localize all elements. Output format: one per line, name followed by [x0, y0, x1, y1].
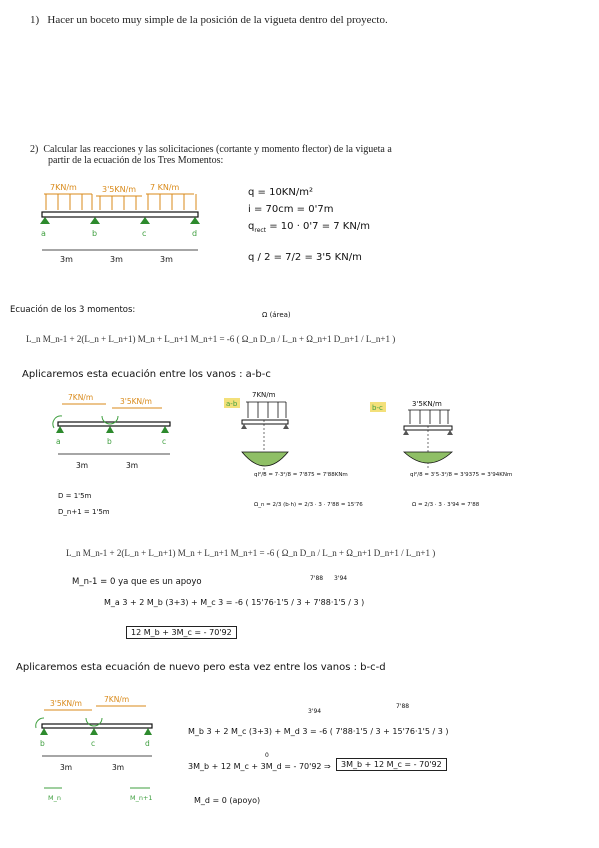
beam1-support-a: a: [41, 229, 46, 238]
note-dn1: D_n+1 = 1'5m: [58, 508, 110, 516]
beam1-span-1: 3m: [60, 255, 73, 264]
beam1-support-c: c: [142, 229, 147, 238]
sub2-mark-1: 3'94: [308, 708, 322, 715]
beam2-load-2: 3'5KN/m: [120, 397, 152, 406]
arrow: ⇒: [324, 762, 331, 771]
beam1-support-b: b: [92, 229, 98, 238]
heading-three-moments: Ecuación de los 3 momentos:: [10, 305, 136, 315]
span-ab-calc: ql²/8 = 7·3²/8 = 7'875 = 7'88KNm: [254, 472, 348, 478]
span-ab-diagram: [222, 392, 362, 480]
result-2-box: 3M_b + 12 M_c = - 70'92: [336, 758, 447, 771]
beam2-span-2: 3m: [126, 461, 139, 470]
distance-notes: [58, 488, 110, 520]
apply-bcd-text: Aplicaremos esta ecuación de nuevo pero esta vez entre los vanos : b-c-d: [16, 662, 386, 673]
beam3-bottom-1: M_n: [48, 794, 61, 802]
span-ab-load: 7KN/m: [252, 392, 276, 399]
beam2-span-1: 3m: [76, 461, 89, 470]
beam1-load-3: 7 KN/m: [150, 183, 180, 192]
beam3-bottom-2: M_n+1: [130, 794, 153, 802]
substitution-2: M_b 3 + 2 M_c (3+3) + M_d 3 = -6 ( 7'88·1'5 / 3 + 15'76·1'5 / 3 ): [188, 727, 449, 736]
given-q-rect: $q_{rect} = 10 \cdot 0'7 = 7$ KN/m: [248, 221, 370, 234]
beam2-support-c: c: [162, 437, 167, 446]
note-d: D = 1'5m: [58, 492, 92, 500]
three-moment-equation: L_n M_n-1 + 2(L_n + L_n+1) M_n + L_n+1 M_n+1 = -6 ( Ω_n D_n / L_n + Ω_n+1 D_n+1 / L_n+1 ): [26, 334, 396, 344]
omega-note: Ω (área): [262, 311, 291, 319]
sub1-mark-1: 7'88: [310, 575, 324, 582]
span-bc-tag: b-c: [372, 404, 383, 412]
question-1-text: Hacer un boceto muy simple de la posición de la vigueta dentro del proyecto.: [47, 14, 388, 26]
given-q: q = 10KN/m²: [248, 187, 313, 198]
span-bc-calc: ql²/8 = 3'5·3²/8 = 3'9375 = 3'94KNm: [410, 472, 513, 478]
question-2: [30, 144, 590, 166]
question-2-line-2: partir de la ecuación de los Tres Momentos:: [48, 155, 224, 166]
expanded-line: 3M_b + 12 M_c + 3M_d = - 70'92: [188, 762, 322, 771]
given-half-load: q / 2 = 7/2 = 3'5 KN/m: [248, 252, 362, 263]
beam1-load-1: 7KN/m: [50, 183, 77, 192]
beam1-span-2: 3m: [110, 255, 123, 264]
span-bc-load: 3'5KN/m: [412, 400, 442, 408]
beam1-span-3: 3m: [160, 255, 173, 264]
beam3-support-b: b: [40, 739, 45, 748]
sub2-mark-2: 7'88: [396, 703, 410, 710]
beam-diagram-2: [50, 392, 180, 478]
question-1: [30, 14, 388, 26]
beam2-support-a: a: [56, 437, 61, 446]
beam2-support-b: b: [107, 437, 112, 446]
beam3-load-1: 3'5KN/m: [50, 699, 82, 708]
beam2-load-1: 7KN/m: [68, 393, 94, 402]
beam-diagram-3: [34, 690, 164, 808]
beam3-span-2: 3m: [112, 763, 125, 772]
md-note: M_d = 0 (apoyo): [194, 796, 261, 805]
beam3-support-d: d: [145, 739, 150, 748]
three-moment-equation-repeat: L_n M_n-1 + 2(L_n + L_n+1) M_n + L_n+1 M_n+1 = -6 ( Ω_n D_n / L_n + Ω_n+1 D_n+1 / L_n+1 ): [66, 548, 436, 558]
mn1-note: M_n-1 = 0 ya que es un apoyo: [72, 577, 202, 587]
given-i: i = 70cm = 0'7m: [248, 204, 334, 215]
question-1-number: 1): [30, 14, 40, 26]
omega-bc: Ω = 2/3 · 3 · 3'94 = 7'88: [412, 502, 480, 508]
givens-block: [248, 184, 370, 266]
apply-abc-text: Aplicaremos esta ecuación entre los vanos : a-b-c: [22, 369, 271, 380]
question-2-number: 2): [30, 144, 39, 155]
zero-mark: 0: [265, 752, 269, 759]
beam-diagram-1: [30, 178, 220, 268]
question-2-line-1: Calcular las reacciones y las solicitaciones (cortante y momento flector) de la vigueta a: [43, 144, 392, 155]
sub1-mark-2: 3'94: [334, 575, 348, 582]
result-1-box: 12 M_b + 3M_c = - 70'92: [126, 626, 237, 639]
beam3-span-1: 3m: [60, 763, 73, 772]
substitution-1: M_a 3 + 2 M_b (3+3) + M_c 3 = -6 ( 15'76·1'5 / 3 + 7'88·1'5 / 3 ): [104, 598, 365, 607]
span-ab-tag: a-b: [226, 400, 238, 408]
omega-ab: Ω_n = 2/3 (b·h) = 2/3 · 3 · 7'88 = 15'76: [254, 502, 363, 508]
beam3-support-c: c: [91, 739, 96, 748]
beam1-support-d: d: [192, 229, 198, 238]
beam3-load-2: 7KN/m: [104, 695, 130, 704]
beam1-load-2: 3'5KN/m: [102, 185, 137, 194]
